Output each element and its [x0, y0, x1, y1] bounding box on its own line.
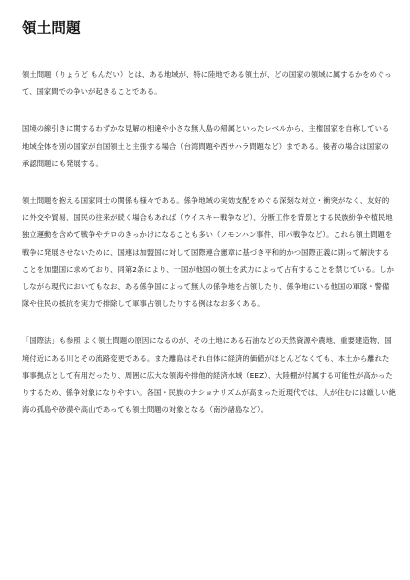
paragraph-gap [22, 100, 396, 120]
paragraph-definition: 領土問題（りょうど もんだい）とは、ある地域が、特に陸地である領土が、どの国家の領域に属するかをめぐって、国家間での争いが起きることである。 [22, 70, 392, 97]
paragraph-gap [22, 172, 396, 192]
paragraph-gap [22, 312, 396, 332]
paragraph-scope: 国境の線引きに関するわずかな見解の相違や小さな無人島の帰属といったレベルから、主権国家を自称している地域全体を別の国家が自国領土と主張する場合（台湾問題や西サハラ問題など）まである。後者の場合は国家の承認問題にも発展する。 [22, 124, 390, 168]
paragraph-causes: 「国際法」も参照 よく領土問題の原因になるのが、その土地にある石油などの天然資源や農地、重要建造物、国境付近にある川とその流路変更である。また離島はそれ自体に経済的価値がほとんどなくても、本土から離れた事事拠点として有用だったり、周囲に広大な領海や排他的経済水域（EEZ）、大陸棚が付属する可能性が高かったりするため、係争対象になりやすい。各国・民族のナショナリズムが高まった近現代では、人が住むには厳しい絶海の孤島や砂漠や高山であっても領土問題の対象となる（南沙諸島など）。 [22, 336, 396, 415]
page-title: 領土問題 [22, 21, 81, 37]
paragraph-relations: 領土問題を抱える国家同士の関係も様々である。係争地域の実効支配をめぐる深刻な対立・衝突がなく、友好的に外交や貿易、国民の往来が続く場合もあれば（ウイスキー戦争など）、分断工作を背景とする民族紛争や植民地独立運動を含めて戦争やテロのきっかけになることも多い（ノモンハン事件、印パ戦争など）。これら領土問題を戦争に発展させないために、国連は加盟国に対して国際連合憲章に基づき平和的かつ国際正義に則って解決することを加盟国に求めており、同第2条により、一国が他国の領土を武力によって占有することを禁じている。しかしながら現代においてもなお、ある係争国によって無人の係争地を占領したり、係争地にいる他国の軍隊・警備隊や住民の抵抗を実力で排除して軍事占領したりする例はなお多くある。 [22, 196, 395, 309]
